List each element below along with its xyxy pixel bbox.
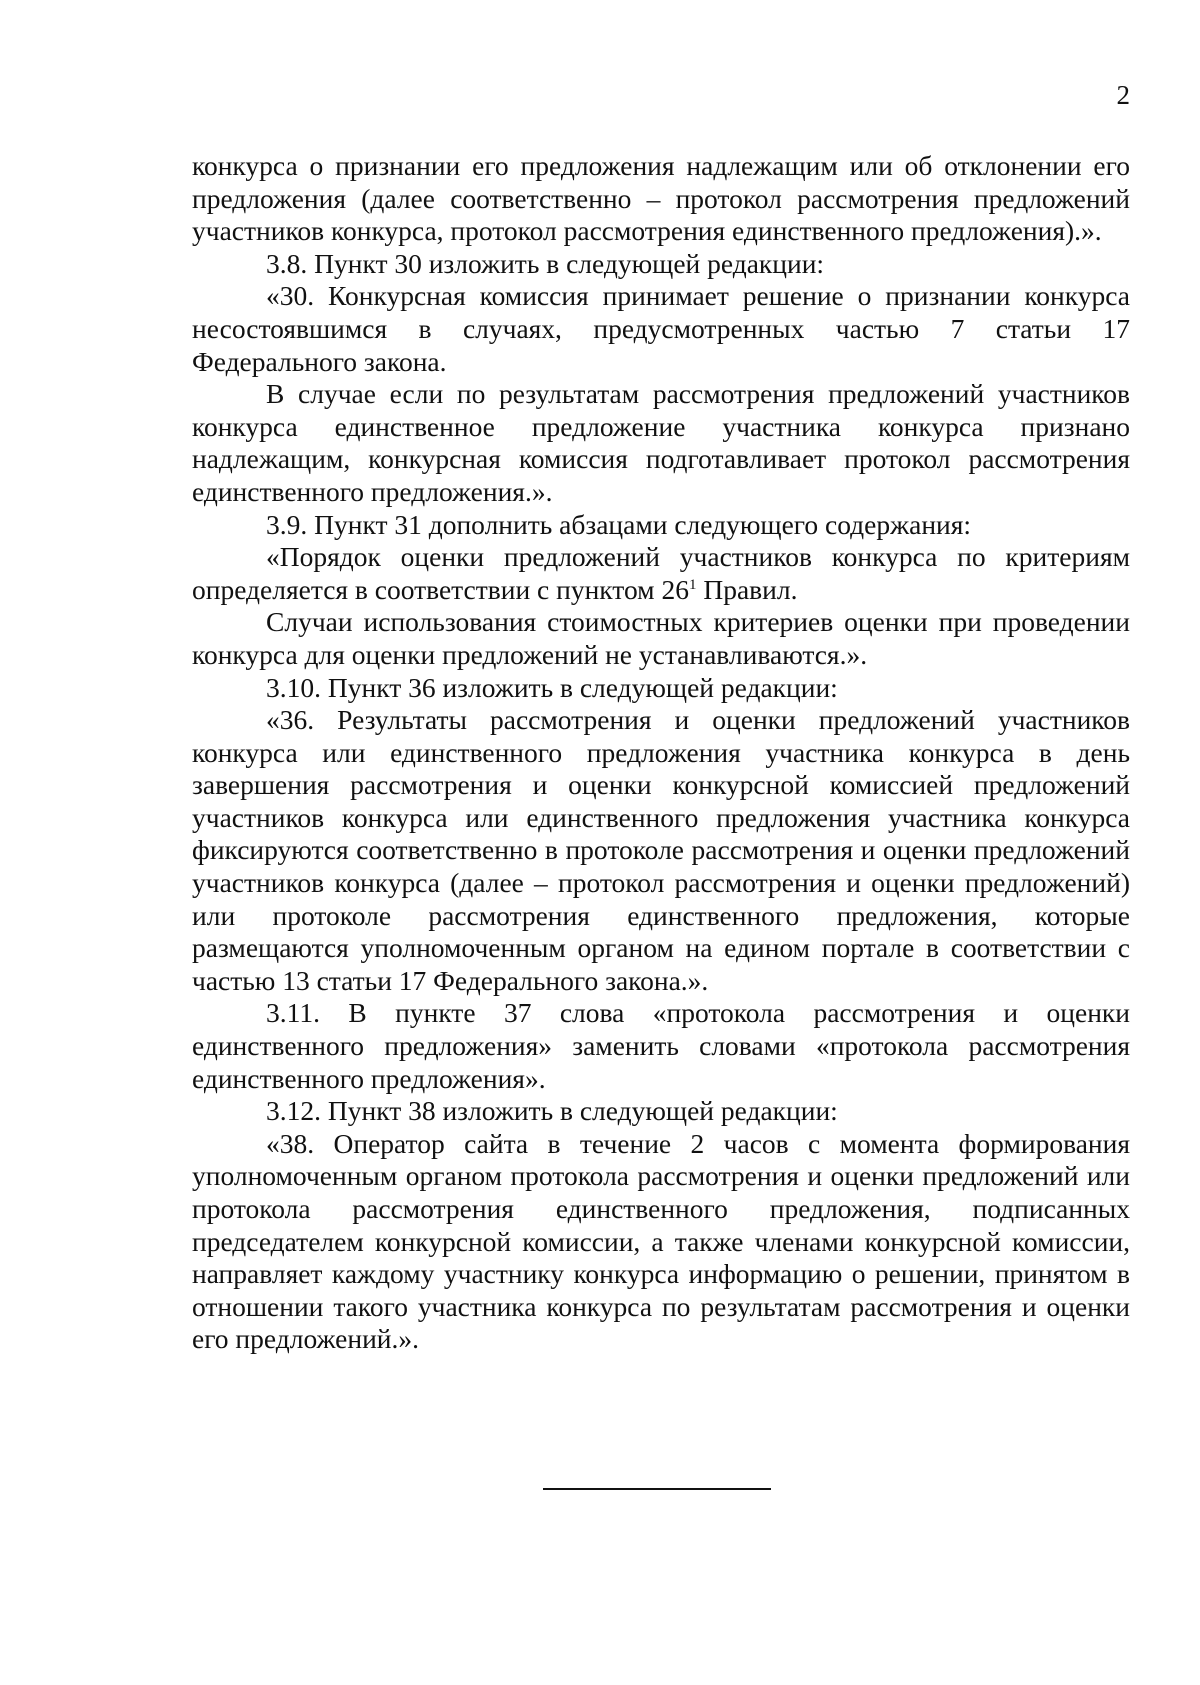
paragraph-cost-criteria: Случаи использования стоимостных критериев оценки при проведении конкурса для оценки предложений не устанавливаются.». bbox=[192, 606, 1130, 670]
paragraph-evaluation-order-text: «Порядок оценки предложений участников конкурса по критериям определяется в соответствии с пунктом 26 bbox=[192, 541, 1130, 605]
paragraph-clause-3-10: 3.10. Пункт 36 изложить в следующей редакции: bbox=[266, 671, 838, 703]
paragraph-clause-3-11: 3.11. В пункте 37 слова «протокола рассмотрения и оценки единственного предложения» заменить словами «протокола рассмотрения единственного предложения». bbox=[192, 997, 1130, 1094]
paragraph-clause-3-9: 3.9. Пункт 31 дополнить абзацами следующего содержания: bbox=[266, 508, 972, 540]
paragraph-continuation: конкурса о признании его предложения надлежащим или об отклонении его предложения (далее соответственно – протокол рассмотрения предложений участников конкурса, протокол рассмотрения единственного предложения).». bbox=[192, 150, 1130, 247]
paragraph-point-30-case: В случае если по результатам рассмотрения предложений участников конкурса единственное предложение участника конкурса признано надлежащим, конкурсная комиссия подготавливает протокол рассмотрения единственного предложения.». bbox=[192, 378, 1130, 507]
page-number: 2 bbox=[1116, 80, 1130, 110]
paragraph-clause-3-12: 3.12. Пункт 38 изложить в следующей редакции: bbox=[266, 1095, 838, 1127]
end-of-text-divider bbox=[543, 1488, 771, 1490]
paragraph-evaluation-order bbox=[192, 541, 1130, 606]
paragraph-point-30: «30. Конкурсная комиссия принимает решение о признании конкурса несостоявшимся в случаях, предусмотренных частью 7 статьи 17 Федерального закона. bbox=[192, 280, 1130, 377]
paragraph-point-36: «36. Результаты рассмотрения и оценки предложений участников конкурса или единственного предложения участника конкурса в день завершения рассмотрения и оценки конкурсной комиссией предложений участников конкурса или единственного предложения участника конкурса фиксируются соответственно в протоколе рассмотрения и оценки предложений участников конкурса (далее – протокол рассмотрения и оценки предложений) или протоколе рассмотрения единственного предложения, которые размещаются уполномоченным органом на едином портале в соответствии с частью 13 статьи 17 Федерального закона.». bbox=[192, 704, 1130, 996]
footnote-superscript: 1 bbox=[688, 576, 697, 593]
paragraph-point-38: «38. Оператор сайта в течение 2 часов с момента формирования уполномоченным органом протокола рассмотрения и оценки предложений или протокола рассмотрения единственного предложения, подписанных председателем конкурсной комиссии, а также членами конкурсной комиссии, направляет каждому участнику конкурса информацию о решении, принятом в отношении такого участника конкурса по результатам рассмотрения и оценки его предложений.». bbox=[192, 1127, 1130, 1355]
document-body bbox=[192, 150, 1130, 1356]
paragraph-evaluation-order-tail: Правил. bbox=[696, 573, 798, 605]
paragraph-clause-3-8: 3.8. Пункт 30 изложить в следующей редакции: bbox=[266, 247, 825, 279]
